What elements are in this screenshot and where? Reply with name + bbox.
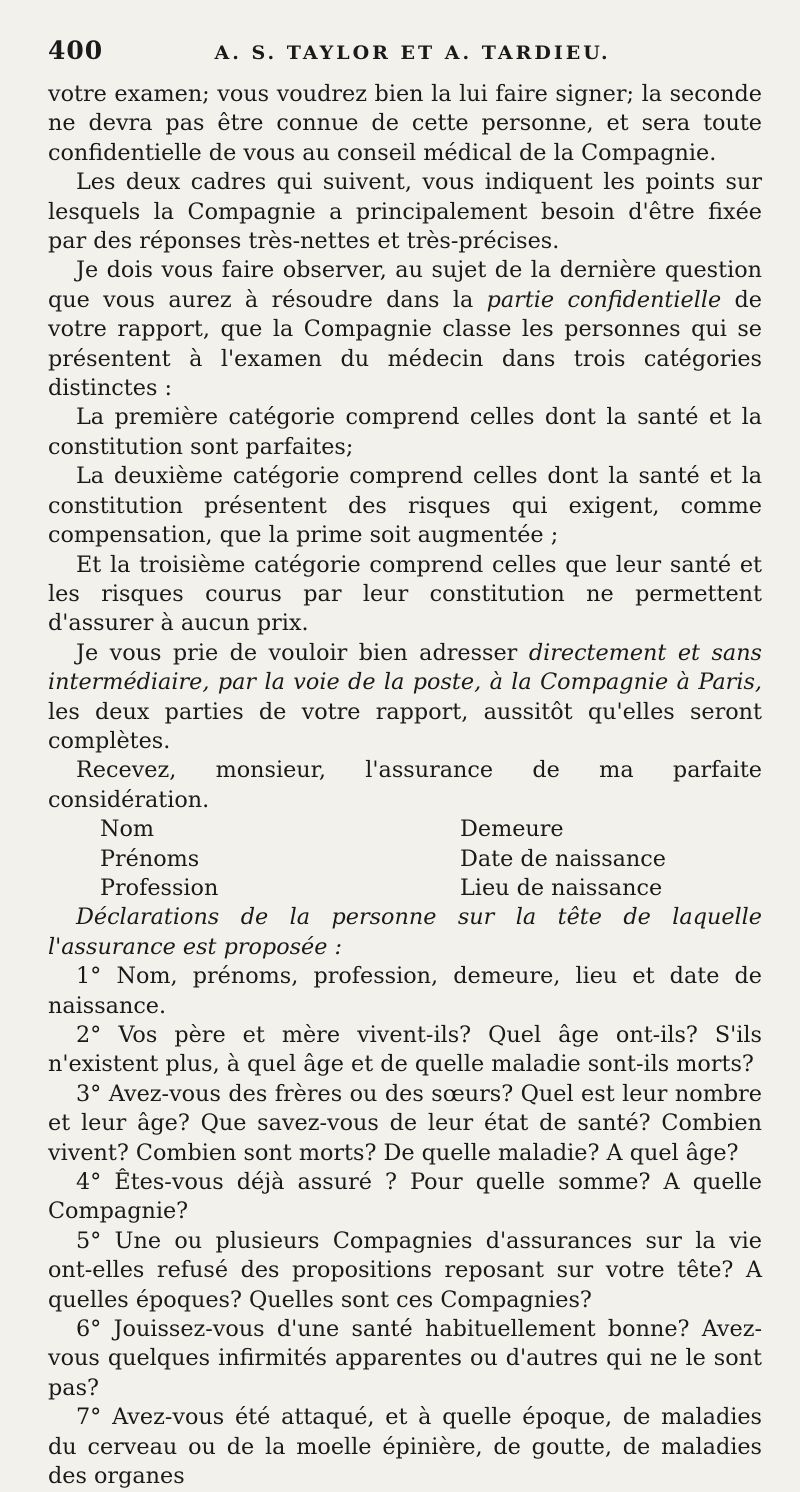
text-span: Je vous prie de vouloir bien adresser [76, 639, 529, 666]
form-field-label: Nom [100, 816, 155, 843]
italic-text: partie confidentielle [486, 286, 722, 313]
question-item: 7° Avez-vous été attaqué, et à quelle époque, de maladies du cerveau ou de la moelle épinière, de goutte, de maladies des organes [48, 1404, 762, 1490]
paragraph [48, 639, 762, 757]
paragraph: Les deux cadres qui suivent, vous indiquent les points sur lesquels la Compagnie a principalement besoin d'être fixée par des réponses très-nettes et très-précises. [48, 169, 762, 255]
declaration-heading: Déclarations de la personne sur la tête de laquelle l'assurance est proposée : [48, 904, 762, 960]
question-item: 3° Avez-vous des frères ou des sœurs? Quel est leur nombre et leur âge? Que savez-vous de leur état de santé? Combien vivent? Combien sont morts? De quelle maladie? A quel âge? [48, 1080, 762, 1166]
page-number: 400 [48, 36, 104, 65]
form-fields [48, 815, 762, 903]
form-field-label: Date de naissance [460, 845, 666, 872]
question-item: 5° Une ou plusieurs Compagnies d'assurances sur la vie ont-elles refusé des propositions reposant sur votre tête? A quelles époques? Quelles sont ces Compagnies? [48, 1227, 762, 1313]
page-header [48, 36, 762, 80]
paragraph: La deuxième catégorie comprend celles dont la santé et la constitution présentent des risques qui exigent, comme compensation, que la prime soit augmentée ; [48, 463, 762, 549]
question-item: 1° Nom, prénoms, profession, demeure, lieu et date de naissance. [48, 963, 762, 1019]
paragraph: La première catégorie comprend celles dont la santé et la constitution sont parfaites; [48, 404, 762, 460]
text-span: Je dois vous faire observer, au sujet de la dernière question que vous aurez à résoudre dans la [48, 257, 762, 313]
form-field-label: Prénoms [100, 845, 200, 872]
question-item: 2° Vos père et mère vivent-ils? Quel âge ont-ils? S'ils n'existent plus, à quel âge et de quelle maladie sont-ils morts? [48, 1022, 762, 1078]
running-title: A. S. TAYLOR ET A. TARDIEU. [214, 42, 611, 64]
form-field-label: Demeure [460, 816, 564, 843]
paragraph: Recevez, monsieur, l'assurance de ma parfaite considération. [48, 757, 762, 813]
page-body [48, 80, 762, 1492]
paragraph [48, 256, 762, 403]
paragraph: Et la troisième catégorie comprend celles que leur santé et les risques courus par leur constitution ne permettent d'assurer à aucun prix. [48, 551, 762, 637]
form-field-label: Lieu de naissance [460, 874, 663, 901]
form-field-label: Profession [100, 874, 219, 901]
italic-text: directement et sans intermédiaire, par la voie de la poste, à la Compagnie à Paris, [48, 639, 763, 696]
question-item: 6° Jouissez-vous d'une santé habituellement bonne? Avez-vous quelques infirmités apparentes ou d'autres qui ne le sont pas? [48, 1316, 762, 1401]
paragraph: votre examen; vous voudrez bien la lui faire signer; la seconde ne devra pas être connue de cette personne, et sera toute confidentielle de vous au conseil médical de la Compagnie. [48, 81, 762, 166]
text-span: de votre rapport, que la Compagnie classe les personnes qui se présentent à l'examen du médecin dans trois catégories distinctes : [48, 286, 762, 402]
question-item: 4° Êtes-vous déjà assuré ? Pour quelle somme? A quelle Compagnie? [48, 1169, 762, 1225]
text-span: les deux parties de votre rapport, aussitôt qu'elles seront complètes. [48, 698, 762, 754]
